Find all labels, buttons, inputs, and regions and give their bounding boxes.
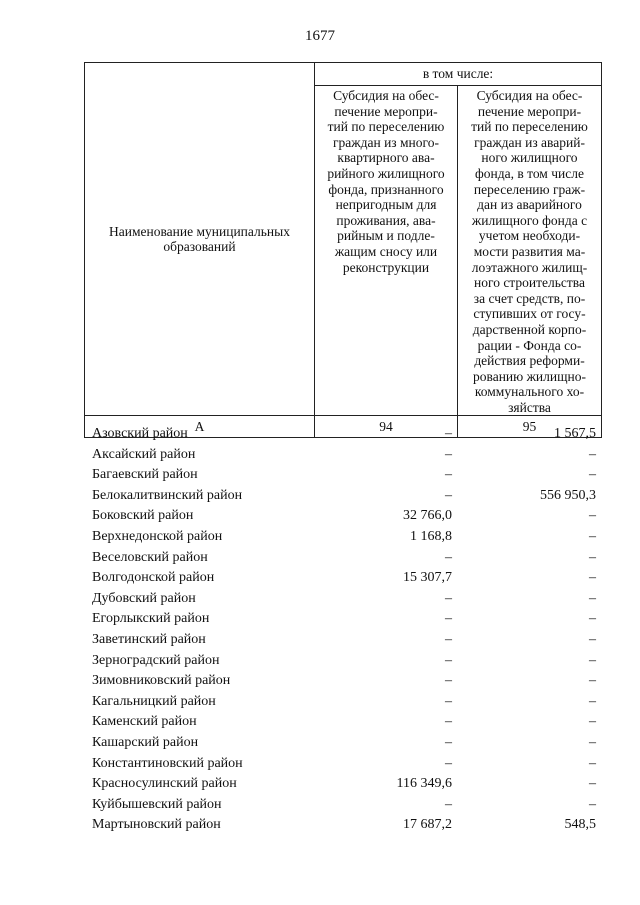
value-column-94: – bbox=[445, 693, 452, 709]
column-95-header-line: лоэтажного жилищ- bbox=[471, 259, 588, 275]
district-name: Куйбышевский район bbox=[92, 796, 222, 812]
column-94-header-line: реконструкции bbox=[342, 259, 430, 275]
index-94: 94 bbox=[315, 416, 458, 438]
value-column-94: – bbox=[445, 796, 452, 812]
value-column-95: – bbox=[589, 467, 596, 483]
district-name: Азовский район bbox=[92, 426, 188, 441]
table-row bbox=[84, 609, 600, 630]
table-row bbox=[84, 589, 600, 610]
column-95-header-line: переселению граж- bbox=[473, 181, 586, 197]
value-column-95: – bbox=[589, 693, 596, 709]
table-body bbox=[84, 424, 600, 836]
value-column-95: 556 950,3 bbox=[540, 487, 596, 503]
column-95-header-line: ного жилищного bbox=[481, 150, 578, 166]
value-column-95: – bbox=[589, 631, 596, 647]
district-name: Боковский район bbox=[92, 508, 194, 524]
value-column-94: – bbox=[445, 673, 452, 689]
column-94-header-line: рийным и подле- bbox=[337, 228, 435, 244]
column-94-header-line: проживания, ава- bbox=[336, 212, 436, 228]
value-column-95: – bbox=[589, 611, 596, 627]
table-row bbox=[84, 651, 600, 672]
column-94-header-line: фонда, признанного bbox=[328, 181, 444, 197]
column-94-header-line: непригодным для bbox=[335, 197, 437, 213]
district-name: Константиновский район bbox=[92, 755, 243, 771]
value-column-94: – bbox=[445, 590, 452, 606]
column-95-header-line: рованию жилищно- bbox=[473, 368, 586, 384]
district-name: Кагальницкий район bbox=[92, 693, 216, 709]
table-row bbox=[84, 774, 600, 795]
column-94-header-line: квартирного ава- bbox=[337, 150, 435, 166]
column-95-header-line: за счет средств, по- bbox=[473, 290, 586, 306]
value-column-94: – bbox=[445, 631, 452, 647]
value-column-95: – bbox=[589, 508, 596, 524]
value-column-95: – bbox=[589, 590, 596, 606]
column-95-header-line: дан из аварийного bbox=[477, 197, 582, 213]
district-name: Белокалитвинский район bbox=[92, 487, 243, 503]
district-name: Веселовский район bbox=[92, 549, 208, 565]
column-95-header-line: учетом необходи- bbox=[478, 228, 581, 244]
value-column-95: – bbox=[589, 755, 596, 771]
column-95-header-line: дарственной корпо- bbox=[472, 321, 587, 337]
column-95-header-line: граждан из аварий- bbox=[474, 134, 585, 150]
table-row bbox=[84, 815, 600, 836]
value-column-94: – bbox=[445, 467, 452, 483]
district-name: Красносулинский район bbox=[92, 776, 237, 792]
table-row bbox=[84, 568, 600, 589]
district-name: Заветинский район bbox=[92, 631, 206, 647]
district-name: Багаевский район bbox=[92, 467, 198, 483]
column-94-header-line: рийного жилищного bbox=[327, 165, 445, 181]
value-column-95: – bbox=[589, 734, 596, 750]
column-95-header-line: Субсидия на обес- bbox=[476, 88, 583, 103]
table-row bbox=[84, 795, 600, 816]
column-95-header-line: рации - Фонда со- bbox=[477, 337, 582, 353]
index-a: А bbox=[85, 416, 315, 438]
column-94-header-line: жащим сносу или bbox=[334, 243, 438, 259]
column-94-header-line: граждан из много- bbox=[333, 134, 439, 150]
table-row bbox=[84, 692, 600, 713]
table-row bbox=[84, 424, 600, 445]
value-column-94: – bbox=[445, 611, 452, 627]
page-number: 1677 bbox=[305, 28, 335, 44]
value-column-94: 116 349,6 bbox=[396, 776, 452, 792]
value-column-94: – bbox=[445, 734, 452, 750]
column-94-description bbox=[315, 86, 457, 275]
district-name: Аксайский район bbox=[92, 446, 196, 462]
column-95-description bbox=[458, 86, 601, 415]
district-name: Каменский район bbox=[92, 714, 197, 730]
table-row bbox=[84, 486, 600, 507]
column-94-header-line: печение меропри- bbox=[334, 103, 438, 119]
column-95-header-line: ного строительства bbox=[474, 275, 585, 291]
value-column-94: – bbox=[445, 487, 452, 503]
value-column-94: 17 687,2 bbox=[403, 817, 452, 833]
value-column-94: – bbox=[445, 652, 452, 668]
column-95-header-line: мости развития ма- bbox=[473, 243, 586, 259]
value-column-94: 15 307,7 bbox=[403, 570, 452, 586]
district-name: Кашарский район bbox=[92, 734, 199, 750]
table-row bbox=[84, 754, 600, 775]
value-column-95: – bbox=[589, 714, 596, 730]
value-column-95: 1 567,5 bbox=[554, 426, 596, 441]
value-column-95: – bbox=[589, 549, 596, 565]
value-column-95: – bbox=[589, 528, 596, 544]
table-row bbox=[84, 465, 600, 486]
district-name: Егорлыкский район bbox=[92, 611, 210, 627]
table-header bbox=[84, 62, 602, 438]
index-95: 95 bbox=[458, 416, 602, 438]
name-column-label: Наименование муниципальных образований bbox=[109, 223, 290, 255]
district-name: Дубовский район bbox=[92, 590, 196, 606]
table-row bbox=[84, 506, 600, 527]
table-row bbox=[84, 630, 600, 651]
name-column-header bbox=[85, 63, 315, 416]
value-column-94: 32 766,0 bbox=[403, 508, 452, 524]
district-name: Зерноградский район bbox=[92, 652, 220, 668]
column-95-header-line: ступивших от госу- bbox=[473, 306, 586, 322]
including-header: в том числе: bbox=[315, 63, 602, 86]
table-row bbox=[84, 733, 600, 754]
value-column-95: 548,5 bbox=[564, 817, 596, 833]
value-column-94: 1 168,8 bbox=[410, 528, 452, 544]
value-column-95: – bbox=[589, 673, 596, 689]
column-95-header-line: тий по переселению bbox=[471, 119, 588, 135]
value-column-95: – bbox=[589, 446, 596, 462]
district-name: Верхнедонской район bbox=[92, 528, 223, 544]
district-name: Зимовниковский район bbox=[92, 673, 231, 689]
column-95-header-line: печение меропри- bbox=[477, 103, 582, 119]
value-column-95: – bbox=[589, 570, 596, 586]
column-95-header-line: жилищного фонда с bbox=[471, 212, 588, 228]
district-name: Волгодонской район bbox=[92, 570, 215, 586]
table-row bbox=[84, 671, 600, 692]
column-94-header-line: тий по переселению bbox=[327, 119, 445, 135]
value-column-94: – bbox=[445, 426, 452, 441]
column-95-header bbox=[458, 86, 602, 416]
column-94-header bbox=[315, 86, 458, 416]
column-95-header-line: коммунального хо- bbox=[474, 384, 585, 400]
district-name: Мартыновский район bbox=[92, 817, 221, 833]
table-row bbox=[84, 712, 600, 733]
column-95-header-line: фонда, в том числе bbox=[475, 165, 584, 181]
value-column-95: – bbox=[589, 652, 596, 668]
column-95-header-line: действия реформи- bbox=[474, 353, 585, 369]
column-94-header-line: Субсидия на обес- bbox=[333, 88, 439, 103]
value-column-94: – bbox=[445, 714, 452, 730]
value-column-94: – bbox=[445, 549, 452, 565]
value-column-94: – bbox=[445, 755, 452, 771]
value-column-95: – bbox=[589, 796, 596, 812]
table-row bbox=[84, 445, 600, 466]
table-row bbox=[84, 548, 600, 569]
table-row bbox=[84, 527, 600, 548]
value-column-95: – bbox=[589, 776, 596, 792]
column-95-header-line: зяйства bbox=[508, 399, 551, 415]
value-column-94: – bbox=[445, 446, 452, 462]
